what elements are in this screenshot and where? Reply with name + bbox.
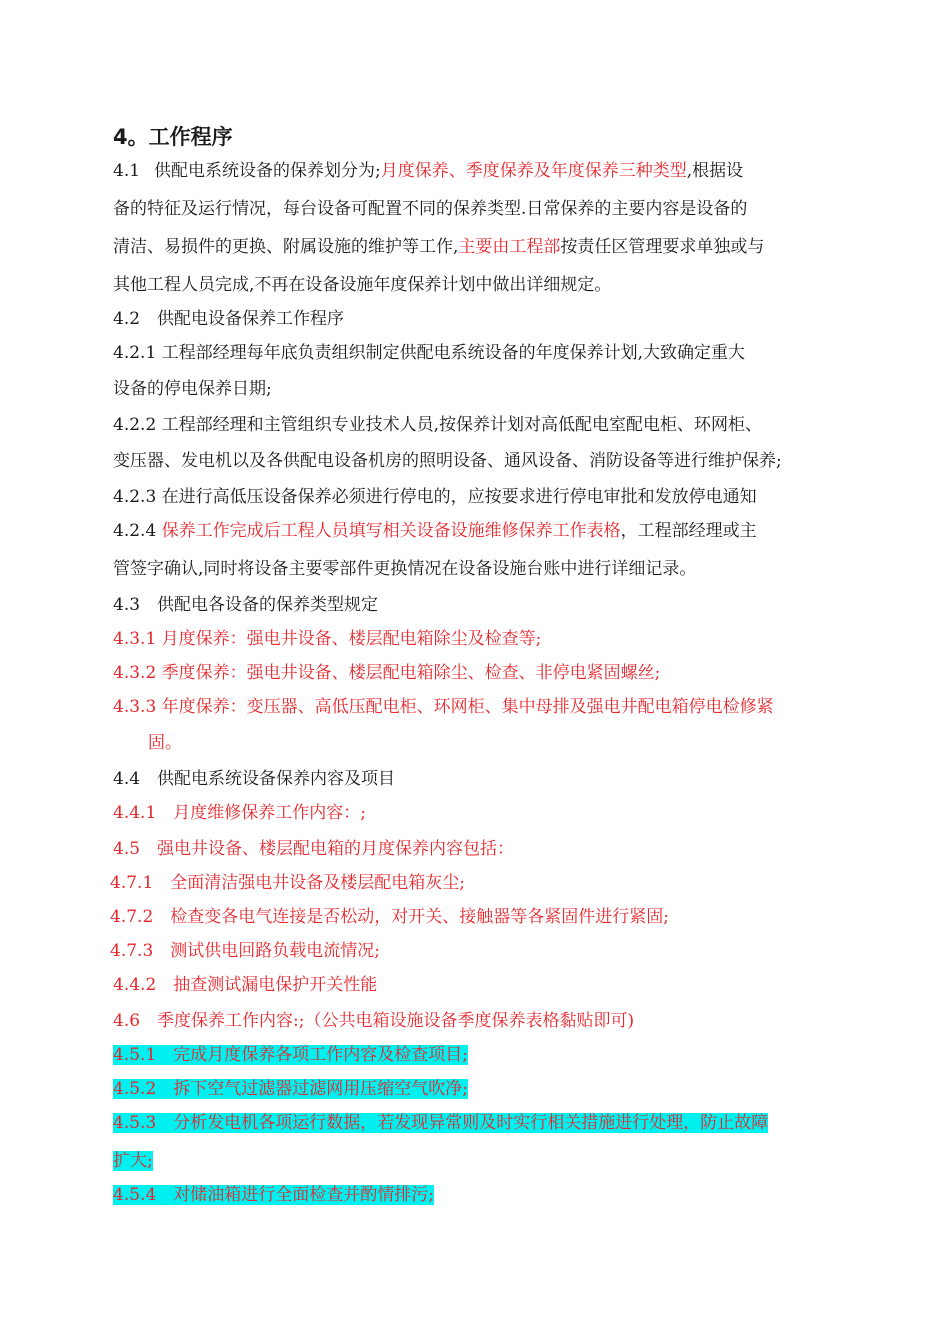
clause-4-3-2: 4.3.2 季度保养：强电井设备、楼层配电箱除尘、检查、非停电紧固螺丝; (113, 663, 661, 683)
highlighted-red-text: 保养工作完成后工程人员填写相关设备设施维修保养工作表格 (161, 521, 621, 541)
clause-4-7-1: 4.7.1 全面清洁强电井设备及楼层配电箱灰尘; (110, 873, 465, 893)
cyan-highlight: 扩大; (113, 1151, 153, 1171)
paragraph-4-1-line-1: 4.1 供配电系统设备的保养划分为;月度保养、季度保养及年度保养三种类型,根据设 (113, 161, 744, 181)
clause-4-3-3-line-2: 固。 (148, 733, 182, 753)
section-heading: 4。工作程序 (113, 125, 233, 149)
clause-4-2: 4.2 供配电设备保养工作程序 (113, 309, 345, 329)
clause-4-2-1-line-1: 4.2.1 工程部经理每年底负责组织制定供配电系统设备的年度保养计划,大致确定重大 (113, 343, 746, 363)
clause-4-3: 4.3 供配电各设备的保养类型规定 (113, 595, 379, 615)
cyan-highlight: 4.5.2 拆下空气过滤器过滤网用压缩空气吹净; (113, 1079, 468, 1099)
clause-4-5-3-line-1 (113, 1110, 843, 1136)
cyan-highlight: 4.5.1 完成月度保养各项工作内容及检查项目; (113, 1045, 468, 1065)
clause-4-2-2-line-2: 变压器、发电机以及各供配电设备机房的照明设备、通风设备、消防设备等进行维护保养; (113, 451, 782, 471)
clause-4-2-4-line-1: 4.2.4 保养工作完成后工程人员填写相关设备设施维修保养工作表格，工程部经理或主 (113, 521, 757, 541)
clause-4-5: 4.5 强电井设备、楼层配电箱的月度保养内容包括： (113, 839, 515, 859)
clause-4-5-4 (113, 1182, 843, 1208)
clause-4-2-4-line-2: 管签字确认,同时将设备主要零部件更换情况在设备设施台账中进行详细记录。 (113, 559, 697, 579)
clause-4-3-1: 4.3.1 月度保养：强电井设备、楼层配电箱除尘及检查等; (113, 629, 542, 649)
clause-4-5-3-line-2 (113, 1148, 843, 1174)
clause-4-7-3: 4.7.3 测试供电回路负载电流情况; (110, 941, 380, 961)
clause-4-3-3-line-1: 4.3.3 年度保养：变压器、高低压配电柜、环网柜、集中母排及强电井配电箱停电检修紧 (113, 697, 774, 717)
highlighted-red-text: 月度保养、季度保养及年度保养三种类型 (380, 161, 687, 181)
paragraph-4-1-line-3: 清洁、易损件的更换、附属设施的维护等工作,主要由工程部按责任区管理要求单独或与 (113, 237, 765, 257)
clause-4-5-1 (113, 1042, 843, 1068)
clause-number: 4.1 (113, 161, 141, 181)
cyan-highlight: 4.5.4 对储油箱进行全面检查并酌情排污; (113, 1185, 434, 1205)
clause-4-4-1: 4.4.1 月度维修保养工作内容：; (113, 803, 366, 823)
clause-4-2-3: 4.2.3 在进行高低压设备保养必须进行停电的，应按要求进行停电审批和发放停电通知 (113, 487, 757, 507)
paragraph-4-1-line-2: 备的特征及运行情况，每台设备可配置不同的保养类型.日常保养的主要内容是设备的 (113, 199, 748, 219)
cyan-highlight: 4.5.3 分析发电机各项运行数据，若发现异常则及时实行相关措施进行处理，防止故障 (113, 1113, 769, 1133)
highlighted-red-text: 主要由工程部 (458, 237, 561, 257)
clause-4-6: 4.6 季度保养工作内容:;（公共电箱设施设备季度保养表格黏贴即可) (113, 1011, 635, 1031)
clause-4-7-2: 4.7.2 检查变各电气连接是否松动，对开关、接触器等各紧固件进行紧固; (110, 907, 669, 927)
paragraph-4-1-line-4: 其他工程人员完成,不再在设备设施年度保养计划中做出详细规定。 (113, 275, 612, 295)
clause-4-2-1-line-2: 设备的停电保养日期; (113, 379, 272, 399)
clause-4-5-2 (113, 1076, 843, 1102)
clause-4-4: 4.4 供配电系统设备保养内容及项目 (113, 769, 396, 789)
clause-4-4-2: 4.4.2 抽查测试漏电保护开关性能 (113, 975, 378, 995)
clause-4-2-2-line-1: 4.2.2 工程部经理和主管组织专业技术人员,按保养计划对高低配电室配电柜、环网柜、 (113, 415, 763, 435)
